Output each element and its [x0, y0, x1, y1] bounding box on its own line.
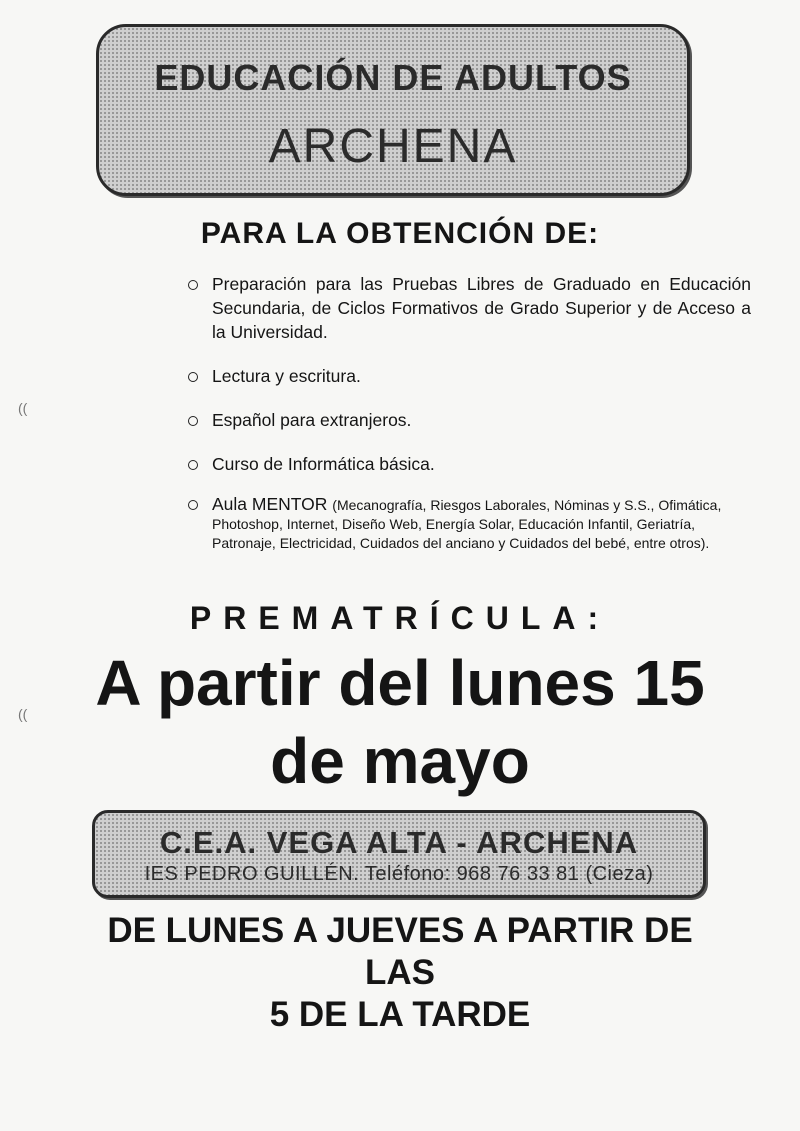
mentor-detail: (Mecanografía, Riesgos Laborales, Nóminas y S.S., Ofimática, Photoshop, Internet, Diseño Web, Energía Solar, Educación Infantil, Geriatría, Patronaje, Electricidad, Cuidados del anciano y Cuidados del bebé, entre otros).: [212, 497, 722, 551]
circle-bullet-icon: [188, 372, 198, 382]
list-item-text: Curso de Informática básica.: [212, 454, 435, 474]
list-item: [186, 364, 751, 388]
center-box: [92, 810, 706, 898]
circle-bullet-icon: [188, 280, 198, 290]
header-subtitle: ARCHENA: [268, 120, 518, 173]
schedule-line-3: 5 DE LA TARDE: [269, 995, 531, 1034]
list-item-text: Lectura y escritura.: [212, 366, 361, 386]
schedule: [0, 910, 800, 1036]
list-item-text: Español para extranjeros.: [212, 410, 412, 430]
date-line-2: de mayo: [270, 725, 530, 797]
list-item-mentor: [186, 495, 751, 552]
center-name: C.E.A. VEGA ALTA - ARCHENA: [159, 825, 639, 860]
list-item: [186, 408, 751, 432]
list-item: [186, 272, 751, 344]
circle-bullet-icon: [188, 460, 198, 470]
mentor-head: Aula MENTOR: [212, 494, 328, 514]
options-list: [186, 272, 751, 570]
section-heading: [0, 217, 800, 251]
schedule-line-1: DE LUNES A JUEVES A PARTIR DE: [107, 911, 693, 950]
header-title: EDUCACIÓN DE ADULTOS: [154, 57, 632, 98]
date-line-1: A partir del lunes 15: [95, 647, 705, 719]
circle-bullet-icon: [188, 416, 198, 426]
scan-margin-mark-icon: ((: [18, 400, 28, 416]
schedule-line-2: LAS: [365, 953, 435, 992]
circle-bullet-icon: [188, 500, 198, 510]
section-heading-text: PARA LA OBTENCIÓN DE:: [200, 217, 600, 250]
prematricula-label: PREMATRÍCULA:: [189, 600, 611, 636]
center-contact: IES PEDRO GUILLÉN. Teléfono: 968 76 33 81 (Cieza): [144, 863, 654, 885]
list-item-text: Preparación para las Pruebas Libres de Graduado en Educación Secundaria, de Ciclos Formativos de Grado Superior y de Acceso a la Universidad.: [212, 274, 751, 342]
scan-margin-mark-icon: ((: [18, 706, 28, 722]
list-item: [186, 452, 751, 476]
header-box: [96, 24, 690, 196]
